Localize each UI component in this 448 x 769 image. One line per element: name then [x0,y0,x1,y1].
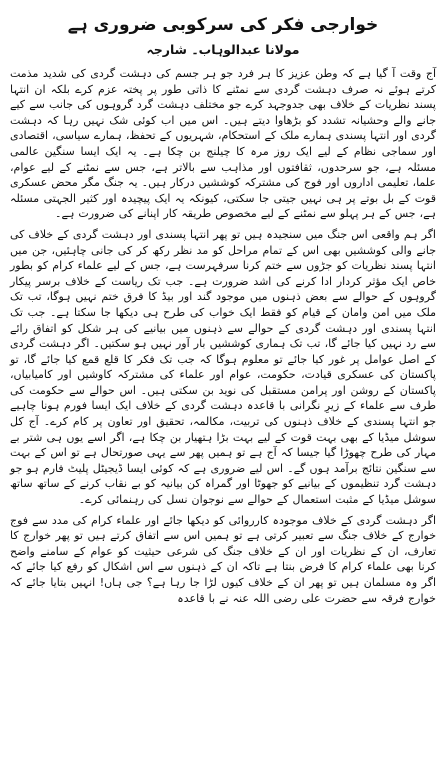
article-title: خوارجی فکر کی سرکوبی ضروری ہے [67,15,379,35]
article-paragraph-2: اگر ہم واقعی اس جنگ میں سنجیدہ ہیں تو پھر انتہا پسندی اور دہشت گردی کے خلاف کی جانے والی کوششیں بھی اس کے تمام مراحل کو مد نظر رکھ کر کی جانی چاہئیں، جن میں انتہا پسند نظریات کو جڑوں سے ختم کرنا سرفہرست ہے، جس کے لیے علماء کرام کو بطور خاص ایک مؤثر کردار ادا کرنے کی اشد ضرورت ہے۔ جب تک ریاست کے خلاف برسر پیکار گروہوں کے حوالے سے بعض ذہنوں میں موجود گند اور بیڈ کا فرق ختم نہیں ہوگا، تب تک ملک میں امن وامان کے قیام کو فقط ایک خواب کی طرح ہی دیکھا جا سکتا ہے۔ جب تک انتہا پسندی اور دہشت گردی کے حوالے سے ذہنوں میں بیانیے کی ہر شکل کو اتفاق رائے سے رد نہیں کیا جائے گا، تب تک ہماری کوششیں بار آور نہیں ہو سکتیں۔ اگر دہشت گردی کے اصل عوامل پر غور کیا جائے تو معلوم ہوگا کہ جب تک فکر کا قلع قمع کیا جائے گا، تو پاکستان کی عسکری قیادت، حکومت، عوام اور علماء کی مشترکہ کاوشیں اور کامیابیاں، پاکستان کے روشن اور پرامن مستقبل کی نوید بن سکتی ہیں۔ اس حوالے سے حکومت کی طرف سے علماء کے زیرِ نگرانی با قاعدہ دہشت گردی کے خلاف ایک ایسا فورم ہونا چاہیے جو انتہا پسندی کے خلاف ذہنوں کی تربیت، مکالمہ، تحقیق اور تعاون پر کام کرے۔ آج کل سوشل میڈیا کے بھی بہت قوت کے لیے بہت بڑا ہتھیار بن چکا ہے، اگر اسے یوں ہی شتر بے مہار کی طرح چھوڑا گیا جیسا کہ آج ہے تو ہمیں پھر سے یہی صورتحال ہے تو اس کے بہت سے سنگین نتائج برآمد ہوں گے۔ اس لیے ضروری ہے کہ کوئی ایسا ڈیجیٹل پلیٹ فارم ہو جو دہشت گرد تنظیموں کے بیانیے کو جھوٹا اور گمراہ کن بیانیہ کو بے نقاب کرنے کے ساتھ ساتھ سوشل میڈیا کے مثبت استعمال کے حوالے سے نوجوان نسل کی رہنمائی کرے۔ [10,227,436,507]
article-paragraph-3: اگر دہشت گردی کے خلاف موجودہ کارروائی کو دیکھا جائے اور علماء کرام کی مدد سے فوج خوارج کے خلاف جنگ سے تعبیر کرتی ہے تو ہمیں اس سے اتفاق کرتے ہیں تو پھر خوارج کا تعارف، ان کے نظریات اور ان کے خلاف جنگ کی شرعی حیثیت کو عوام کے سامنے واضح کرنا بھی علماء کرام کا فرض بنتا ہے تاکہ ان کے ذہنوں سے اس اشکال کو رفع کیا جائے کہ اگر وہ مسلمان ہیں تو پھر ان کے خلاف کیوں لڑا جا رہا ہے؟ جی ہاں! انہیں بتایا جائے کہ خوارج فرقہ سے حضرت علی رضی اللہ عنہ نے با قاعدہ [10,513,436,605]
article-paragraph-1: آج وقت آ گیا ہے کہ وطن عزیز کا ہر فرد جو ہر جسم کی دہشت گردی کی شدید مذمت کرتے ہوئے نہ صرف دہشت گردی سے نمٹنے کا ذاتی طور پر پختہ عزم کرے بلکہ ان انتہا پسند نظریات کے خلاف بھی جدوجہد کرے جو مختلف دہشت گرد گروہوں کی جانب سے کیے جانے والے وحشیانہ تشدد کو بڑھاوا دیتے ہیں۔ اس میں اب کوئی شک نہیں رہا کہ دہشت گردی اور انتہا پسندی ہمارے ملک کے استحکام، شہریوں کے تحفظ، ہمارے سیاسی، اقتصادی اور سماجی نظام کے لیے ایک روز مرہ کا چیلنج بن چکا ہے۔ یہ ایک ایسا سنگین عالمی مسئلہ ہے، جو سرحدوں، ثقافتوں اور مذاہب سے بالاتر ہے، جس سے نمٹنے کے لیے عوام، علما، تعلیمی اداروں اور فوج کی مشترکہ کوششیں درکار ہیں۔ یہ جنگ مگر محض عسکری قوت کے بل بوتے پر ہی نہیں جیتی جا سکتی، کیونکہ یہ ایک پیچیدہ اور کثیر الجہتی مسئلہ ہے، جس کے ہر پہلو سے نمٹنے کے لیے مخصوص طریقہ کار اپنانے کی ضرورت ہے۔ [10,67,436,221]
article-author: مولانا عبدالوہاب۔ شارجہ [146,42,300,57]
